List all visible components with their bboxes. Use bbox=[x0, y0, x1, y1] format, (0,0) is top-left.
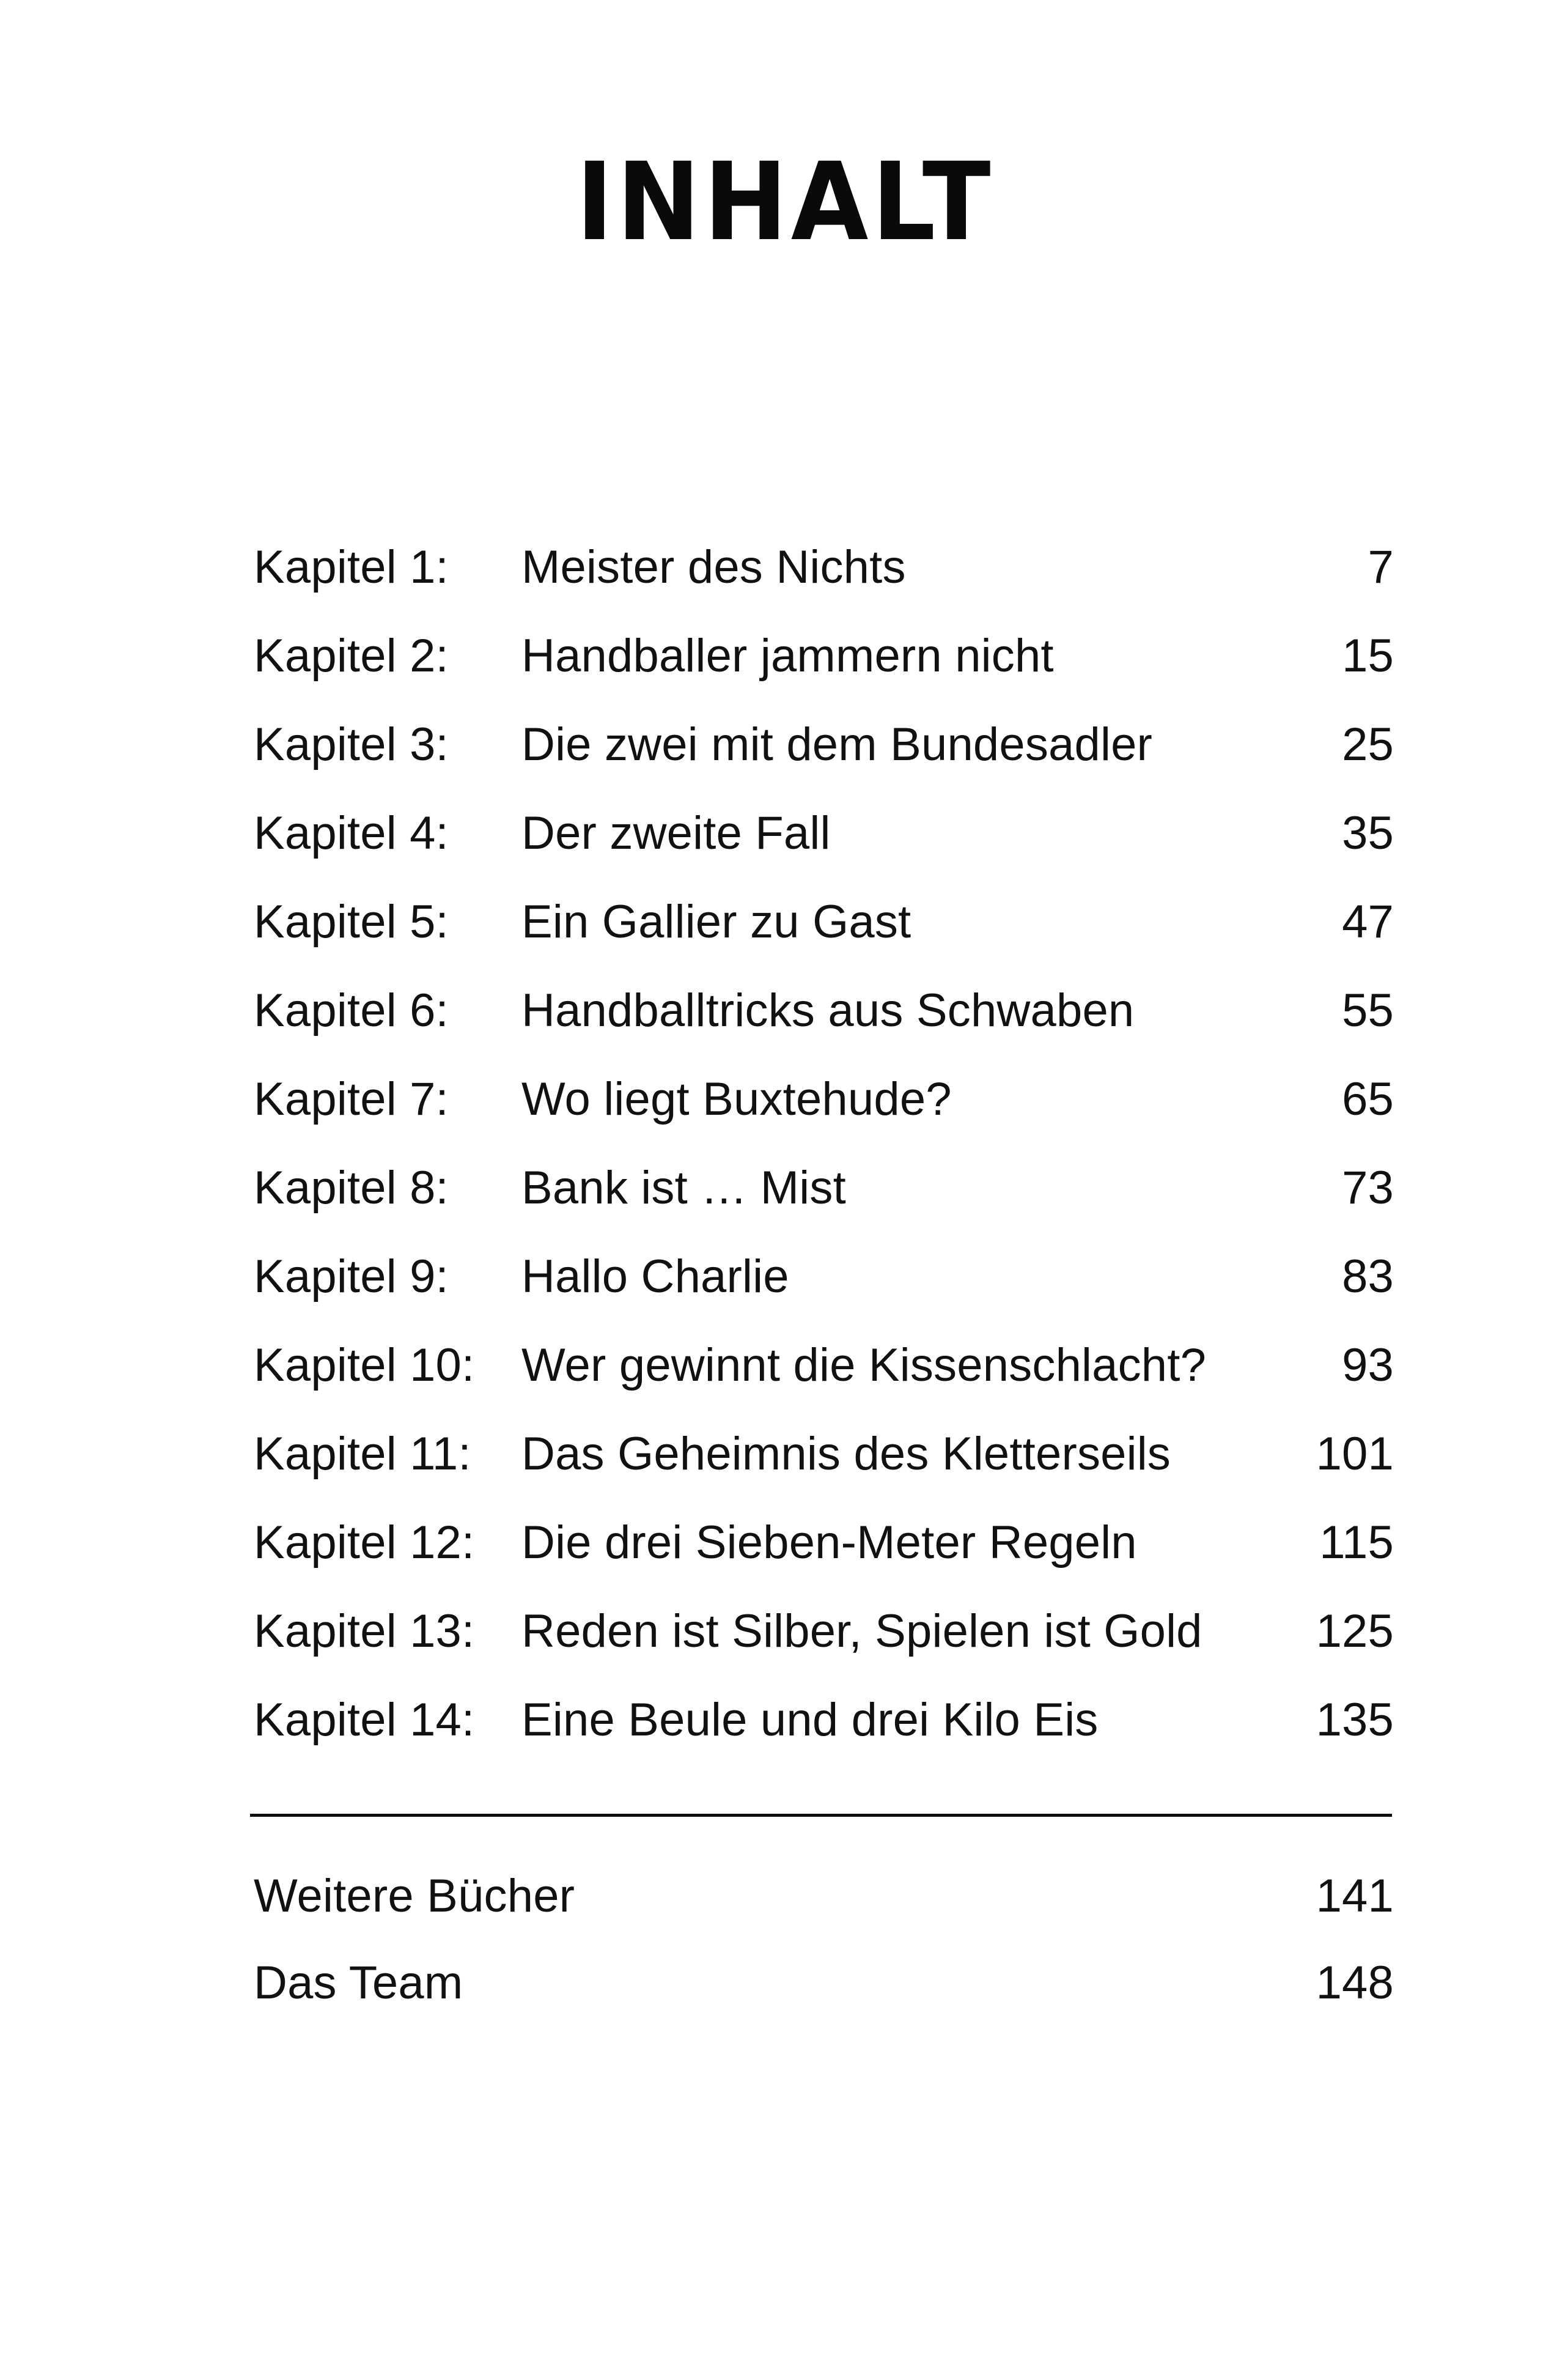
toc-entry[interactable] bbox=[254, 1321, 1394, 1410]
back-matter-entry-label: Weitere Bücher bbox=[254, 1870, 575, 1922]
toc-entry-title: Die zwei mit dem Bundesadler bbox=[521, 719, 1153, 771]
toc-entry-page-number: 125 bbox=[1316, 1605, 1394, 1657]
toc-entry[interactable] bbox=[254, 1676, 1394, 1764]
toc-entry-label: Kapitel 5: bbox=[254, 896, 449, 948]
toc-entry-page-number: 135 bbox=[1316, 1694, 1394, 1746]
toc-entry-title: Wo liegt Buxtehude? bbox=[521, 1073, 952, 1125]
toc-entry-label: Kapitel 9: bbox=[254, 1251, 449, 1303]
section-divider bbox=[250, 1814, 1392, 1817]
toc-entry-title: Hallo Charlie bbox=[521, 1251, 789, 1303]
toc-entry-page-number: 25 bbox=[1342, 719, 1394, 771]
toc-entry-title: Handballer jammern nicht bbox=[521, 630, 1054, 682]
toc-entry-title: Das Geheimnis des Kletterseils bbox=[521, 1428, 1171, 1480]
toc-entry-title: Reden ist Silber, Spielen ist Gold bbox=[521, 1605, 1202, 1657]
toc-entry-title: Ein Gallier zu Gast bbox=[521, 896, 911, 948]
back-matter-entry[interactable] bbox=[254, 1940, 1394, 2027]
toc-entry-label: Kapitel 13: bbox=[254, 1605, 475, 1657]
toc-entry-label: Kapitel 3: bbox=[254, 719, 449, 771]
toc-entry-title: Eine Beule und drei Kilo Eis bbox=[521, 1694, 1099, 1746]
toc-entry-title: Der zweite Fall bbox=[521, 807, 831, 859]
toc-entry[interactable] bbox=[254, 1232, 1394, 1321]
toc-entry[interactable] bbox=[254, 523, 1394, 612]
toc-entry[interactable] bbox=[254, 1498, 1394, 1587]
toc-entry-label: Kapitel 4: bbox=[254, 807, 449, 859]
toc-entry-label: Kapitel 14: bbox=[254, 1694, 475, 1746]
toc-entry-title: Bank ist … Mist bbox=[521, 1162, 846, 1214]
toc-entry[interactable] bbox=[254, 700, 1394, 789]
toc-entry-page-number: 35 bbox=[1342, 807, 1394, 859]
back-matter-entry[interactable] bbox=[254, 1853, 1394, 1940]
toc-entry[interactable] bbox=[254, 966, 1394, 1055]
toc-entry-label: Kapitel 2: bbox=[254, 630, 449, 682]
toc-entry[interactable] bbox=[254, 1587, 1394, 1676]
chapter-list bbox=[254, 523, 1394, 1764]
toc-entry-label: Kapitel 7: bbox=[254, 1073, 449, 1125]
toc-entry-title: Die drei Sieben-Meter Regeln bbox=[521, 1517, 1137, 1569]
toc-entry-page-number: 73 bbox=[1342, 1162, 1394, 1214]
toc-entry-label: Kapitel 11: bbox=[254, 1428, 471, 1480]
toc-entry-page-number: 55 bbox=[1342, 985, 1394, 1037]
toc-entry-page-number: 7 bbox=[1368, 541, 1394, 593]
toc-entry[interactable] bbox=[254, 1055, 1394, 1144]
toc-entry-page-number: 47 bbox=[1342, 896, 1394, 948]
toc-entry[interactable] bbox=[254, 612, 1394, 700]
toc-entry-label: Kapitel 10: bbox=[254, 1339, 475, 1391]
toc-entry[interactable] bbox=[254, 789, 1394, 878]
toc-entry-page-number: 15 bbox=[1342, 630, 1394, 682]
toc-entry[interactable] bbox=[254, 1410, 1394, 1498]
toc-entry-label: Kapitel 8: bbox=[254, 1162, 449, 1214]
toc-entry-title: Handballtricks aus Schwaben bbox=[521, 985, 1135, 1037]
toc-entry-title: Wer gewinnt die Kissenschlacht? bbox=[521, 1339, 1207, 1391]
toc-entry-title: Meister des Nichts bbox=[521, 541, 906, 593]
toc-entry-page-number: 115 bbox=[1319, 1517, 1394, 1569]
toc-entry-page-number: 93 bbox=[1342, 1339, 1394, 1391]
toc-entry-label: Kapitel 1: bbox=[254, 541, 449, 593]
back-matter-list bbox=[254, 1853, 1394, 2027]
toc-entry[interactable] bbox=[254, 1144, 1394, 1232]
toc-entry-label: Kapitel 6: bbox=[254, 985, 449, 1037]
page-title: INHALT bbox=[576, 139, 995, 265]
back-matter-entry-page-number: 148 bbox=[1316, 1957, 1394, 2009]
toc-entry-page-number: 101 bbox=[1316, 1428, 1394, 1480]
back-matter-entry-page-number: 141 bbox=[1316, 1870, 1394, 1922]
toc-entry-page-number: 65 bbox=[1342, 1073, 1394, 1125]
toc-entry-page-number: 83 bbox=[1342, 1251, 1394, 1303]
toc-entry-label: Kapitel 12: bbox=[254, 1517, 475, 1569]
toc-entry[interactable] bbox=[254, 878, 1394, 966]
back-matter-entry-label: Das Team bbox=[254, 1957, 463, 2009]
